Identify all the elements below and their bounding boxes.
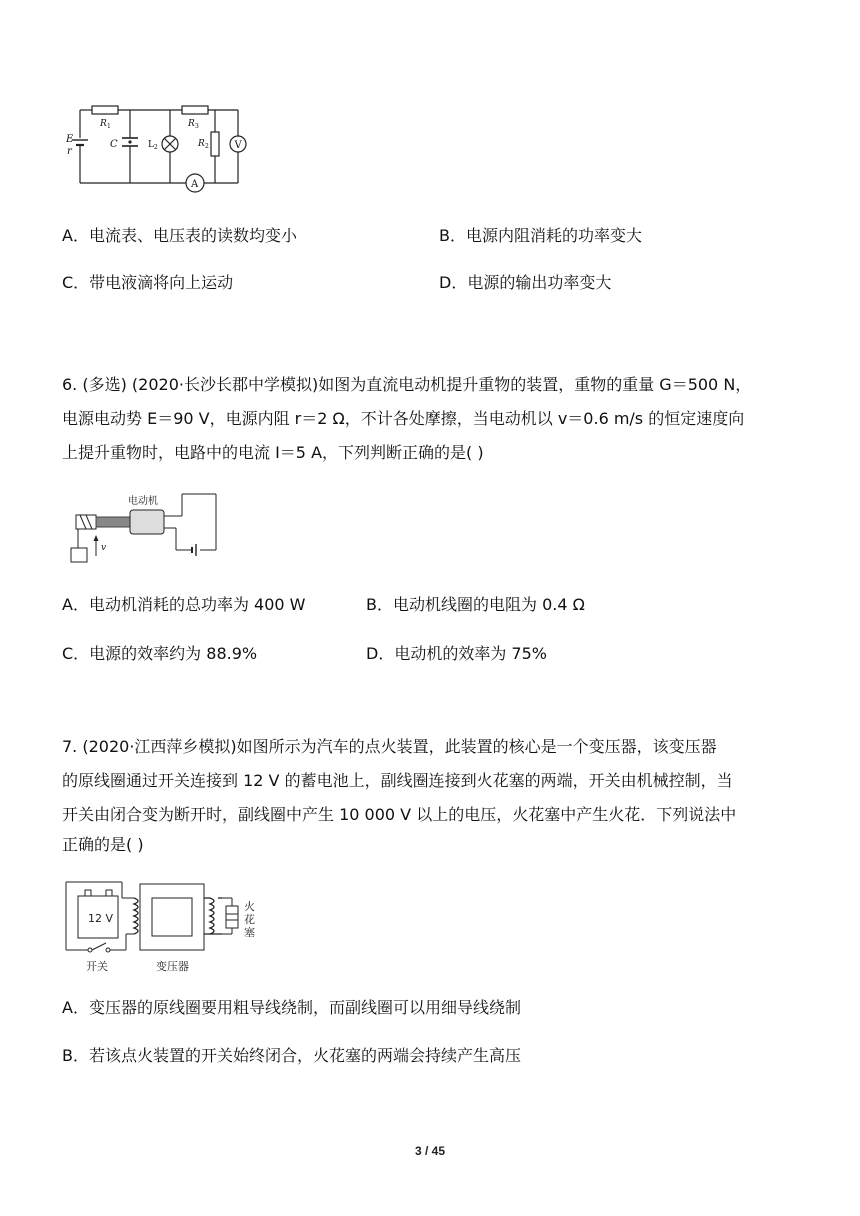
q6-option-d: D．电动机的效率为 75% <box>366 644 547 663</box>
q5-label-L-sub: 2 <box>154 144 158 151</box>
q7-ignition-figure <box>62 876 262 974</box>
q7-option-b: B．若该点火装置的开关始终闭合，火花塞的两端会持续产生高压 <box>62 1046 521 1065</box>
q7-option-a: A．变压器的原线圈要用粗导线绕制，而副线圈可以用细导线绕制 <box>62 998 521 1017</box>
q7-switch-label: 开关 <box>86 960 108 973</box>
q6-option-b: B．电动机线圈的电阻为 0.4 Ω <box>366 595 585 614</box>
q6-text-line-1: 6. (多选) (2020·长沙长郡中学模拟)如图为直流电动机提升重物的装置，重物的重量 G＝500 N， <box>62 375 752 394</box>
q7-transformer-label: 变压器 <box>156 960 189 973</box>
q7-text-line-4: 正确的是( ) <box>62 835 144 854</box>
q6-option-c: C．电源的效率约为 88.9% <box>62 644 258 663</box>
q5-option-a: A．电流表、电压表的读数均变小 <box>62 226 297 245</box>
q5-label-C: C <box>110 139 118 150</box>
q6-motor-figure <box>64 488 224 568</box>
q5-label-R3: R <box>188 119 195 129</box>
q7-plug-char-2: 花 <box>244 913 255 926</box>
q5-label-R1-sub: 1 <box>107 123 111 130</box>
q7-text-line-2: 的原线圈通过开关连接到 12 V 的蓄电池上，副线圈连接到火花塞的两端，开关由机械控制，当 <box>62 771 733 790</box>
q6-velocity-label: v <box>101 543 107 553</box>
q5-label-r: r <box>67 146 72 157</box>
q5-option-d: D．电源的输出功率变大 <box>439 273 612 292</box>
q5-option-b: B．电源内阻消耗的功率变大 <box>439 226 642 245</box>
q5-option-c: C．带电液滴将向上运动 <box>62 273 234 292</box>
q7-plug-char-1: 火 <box>244 900 255 913</box>
q6-text-line-3: 上提升重物时，电路中的电流 I＝5 A，下列判断正确的是( ) <box>62 443 484 462</box>
q7-plug-char-3: 塞 <box>244 926 255 939</box>
page-number: 3 / 45 <box>414 1144 446 1158</box>
q5-label-R2-sub: 2 <box>205 143 209 150</box>
q5-label-R2: R <box>198 139 205 149</box>
q5-circuit-figure <box>60 98 260 193</box>
q7-text-line-1: 7. (2020·江西萍乡模拟)如图所示为汽车的点火装置，此装置的核心是一个变压器，该变压器 <box>62 737 717 756</box>
q5-label-E: E <box>66 134 74 145</box>
q5-label-R1: R <box>100 119 107 129</box>
q6-motor-label: 电动机 <box>128 496 158 507</box>
q5-label-L: L <box>148 140 154 150</box>
q5-label-R3-sub: 3 <box>195 123 199 130</box>
q6-text-line-2: 电源电动势 E＝90 V，电源内阻 r＝2 Ω，不计各处摩擦，当电动机以 v＝0.6 m/s 的恒定速度向 <box>62 409 745 428</box>
q7-text-line-3: 开关由闭合变为断开时，副线圈中产生 10 000 V 以上的电压，火花塞中产生火花．下列说法中 <box>62 805 737 824</box>
q6-option-a: A．电动机消耗的总功率为 400 W <box>62 595 306 614</box>
q5-voltmeter-label: V <box>234 140 242 151</box>
q5-ammeter-label: A <box>191 179 199 190</box>
q7-battery-label: 12 V <box>88 912 114 925</box>
